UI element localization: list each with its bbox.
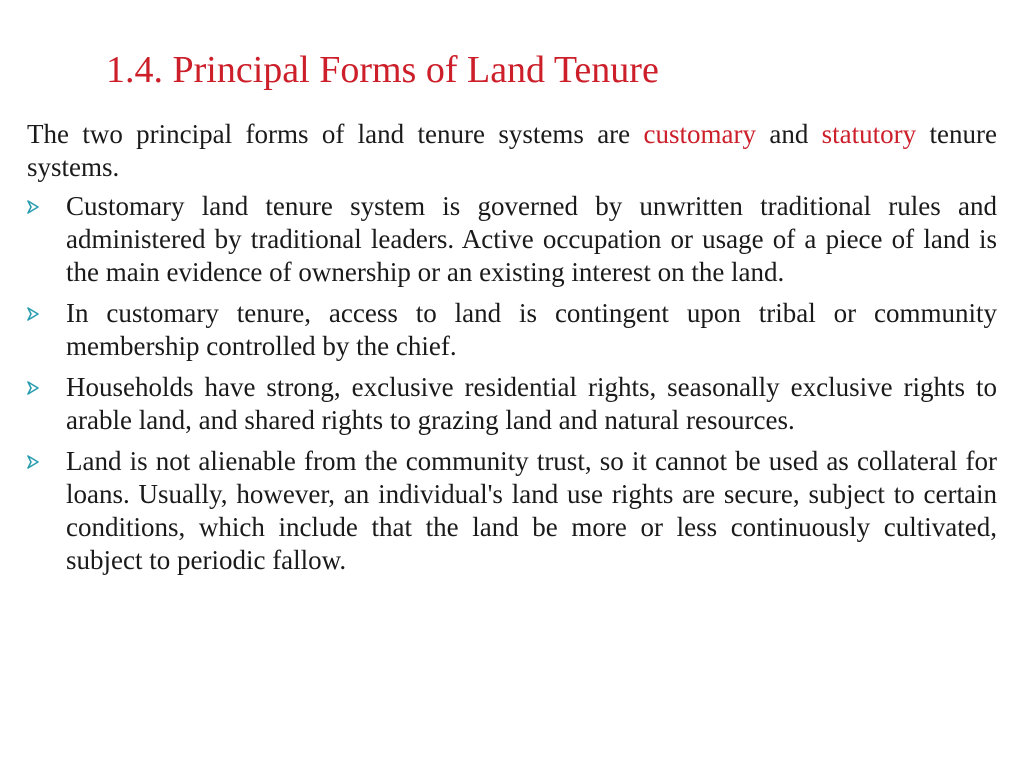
list-item — [27, 297, 997, 363]
intro-text-3: tenure systems. — [27, 119, 997, 182]
bullet-text: In customary tenure, access to land is contingent upon tribal or community membership controlled by the chief. — [66, 298, 997, 361]
bullet-text: Customary land tenure system is governed by unwritten traditional rules and administered by traditional leaders. Active occupation or usage of a piece of land is the main evidence of ownership or an existing interest on the land. — [66, 191, 997, 287]
slide-content — [27, 118, 997, 585]
list-item — [27, 190, 997, 289]
arrowhead-bullet-icon — [27, 455, 39, 469]
intro-paragraph — [27, 118, 997, 184]
arrowhead-bullet-icon — [27, 307, 39, 321]
bullet-text: Households have strong, exclusive residential rights, seasonally exclusive rights to arable land, and shared rights to grazing land and natural resources. — [66, 372, 997, 435]
bullet-text: Land is not alienable from the community trust, so it cannot be used as collateral for loans. Usually, however, an individual's land use rights are secure, subject to certain conditions, which include that the land be more or less continuously cultivated, subject to periodic fallow. — [66, 446, 997, 575]
intro-text-2: and — [755, 119, 822, 149]
list-item — [27, 371, 997, 437]
slide-title: 1.4. Principal Forms of Land Tenure — [106, 49, 659, 91]
arrowhead-bullet-icon — [27, 200, 39, 214]
highlight-customary: customary — [643, 119, 756, 149]
highlight-statutory: statutory — [821, 119, 917, 149]
intro-text-1: The two principal forms of land tenure systems are — [27, 119, 644, 149]
list-item — [27, 445, 997, 577]
arrowhead-bullet-icon — [27, 381, 39, 395]
bullet-list — [27, 190, 997, 577]
